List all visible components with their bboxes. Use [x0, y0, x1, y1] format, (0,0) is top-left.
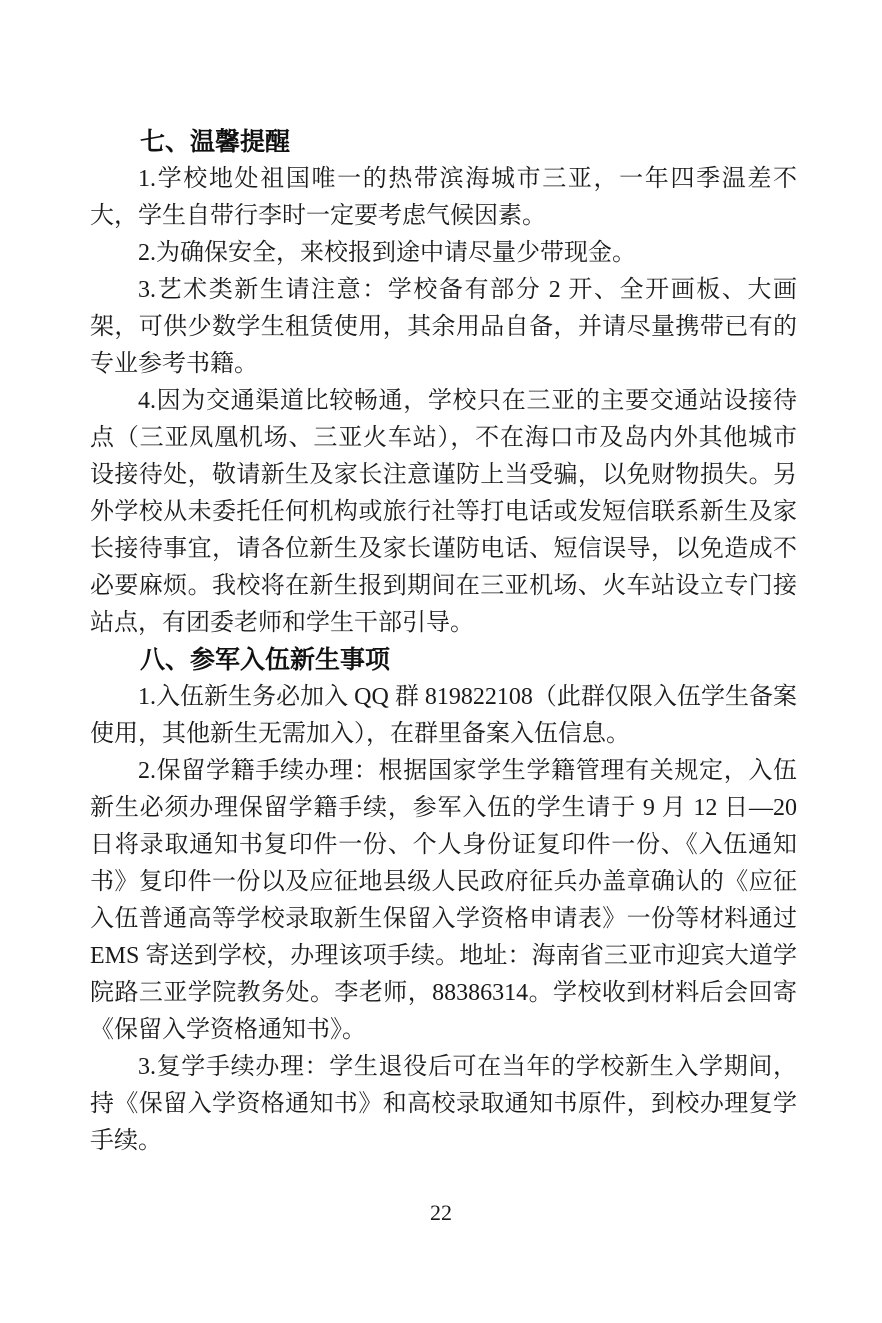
document-content [90, 124, 797, 1160]
military-paragraph-status-retention: 2.保留学籍手续办理：根据国家学生学籍管理有关规定，入伍新生必须办理保留学籍手续，参军入伍的学生请于 9 月 12 日—20 日将录取通知书复印件一份、个人身份证复印件一份、《入伍通知书》复印件一份以及应征地县级人民政府征兵办盖章确认的《应征入伍普通高等学校录取新生保留入学资格申请表》一份等材料通过 EMS 寄送到学校，办理该项手续。地址：海南省三亚市迎宾大道学院路三亚学院教务处。李老师，88386314。学校收到材料后会回寄《保留入学资格通知书》。 [90, 758, 797, 1043]
page-number: 22 [430, 1200, 452, 1225]
military-paragraph-resume-study: 3.复学手续办理：学生退役后可在当年的学校新生入学期间，持《保留入学资格通知书》和高校录取通知书原件，到校办理复学手续。 [90, 1054, 797, 1154]
tips-paragraph-climate: 1.学校地处祖国唯一的热带滨海城市三亚，一年四季温差不大，学生自带行李时一定要考虑气候因素。 [90, 166, 797, 229]
tips-paragraph-art-students: 3.艺术类新生请注意：学校备有部分 2 开、全开画板、大画架，可供少数学生租赁使用，其余用品自备，并请尽量携带已有的专业参考书籍。 [90, 277, 797, 377]
military-paragraph-qq-group: 1.入伍新生务必加入 QQ 群 819822108（此群仅限入伍学生备案使用，其他新生无需加入），在群里备案入伍信息。 [90, 684, 797, 747]
tips-paragraph-cash: 2.为确保安全，来校报到途中请尽量少带现金。 [138, 240, 636, 266]
section-heading-military-enrollment: 八、参军入伍新生事项 [140, 646, 391, 674]
section-heading-tips: 七、温馨提醒 [140, 128, 291, 156]
tips-paragraph-transport: 4.因为交通渠道比较畅通，学校只在三亚的主要交通站设接待点（三亚凤凰机场、三亚火车站），不在海口市及岛内外其他城市设接待处，敬请新生及家长注意谨防上当受骗，以免财物损失。另外学校从未委托任何机构或旅行社等打电话或发短信联系新生及家长接待事宜，请各位新生及家长谨防电话、短信误导，以免造成不必要麻烦。我校将在新生报到期间在三亚机场、火车站设立专门接站点，有团委老师和学生干部引导。 [90, 388, 797, 636]
